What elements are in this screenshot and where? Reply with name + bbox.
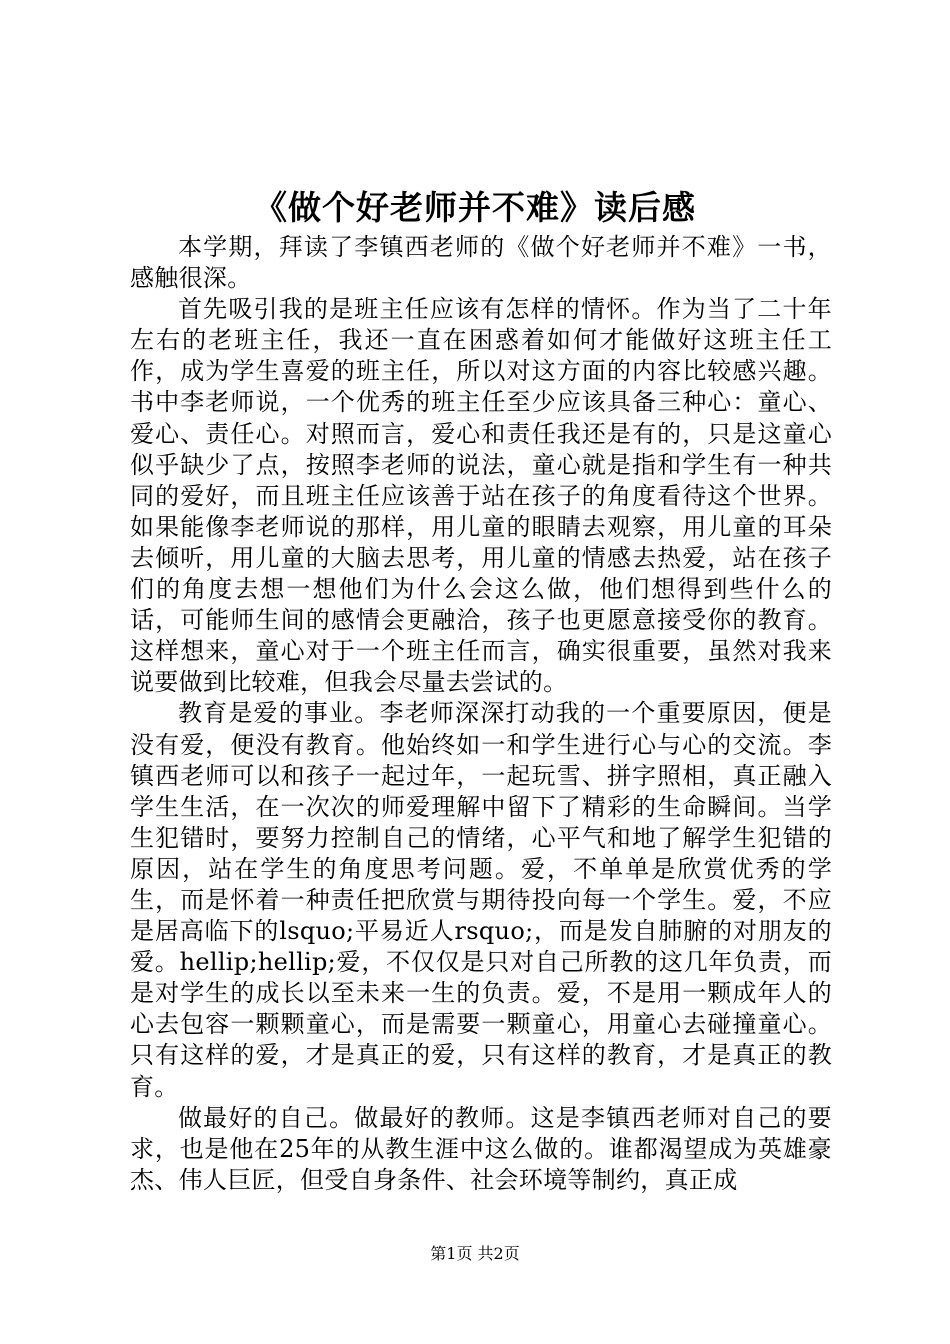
document-title: 《做个好老师并不难》读后感 bbox=[254, 188, 696, 227]
paragraph-2: 首先吸引我的是班主任应该有怎样的情怀。作为当了二十年左右的老班主任，我还一直在困惑着如何才能做好这班主任工作，成为学生喜爱的班主任，所以对这方面的内容比较感兴趣。书中李老师说，一个优秀的班主任至少应该具备三种心：童心、爱心、责任心。对照而言，爱心和责任我还是有的，只是这童心似乎缺少了点，按照李老师的说法，童心就是指和学生有一种共同的爱好，而且班主任应该善于站在孩子的角度看待这个世界。如果能像李老师说的那样，用儿童的眼睛去观察，用儿童的耳朵去倾听，用儿童的大脑去思考，用儿童的情感去热爱，站在孩子们的角度去想一想他们为什么会这么做，他们想得到些什么的话，可能师生间的感情会更融洽，孩子也更愿意接受你的教育。这样想来，童心对于一个班主任而言，确实很重要，虽然对我来说要做到比较难，但我会尽量去尝试的。 bbox=[130, 295, 832, 697]
paragraph-3: 教育是爱的事业。李老师深深打动我的一个重要原因，便是没有爱，便没有教育。他始终如一和学生进行心与心的交流。李镇西老师可以和孩子一起过年，一起玩雪、拼字照相，真正融入学生生活，在一次次的师爱理解中留下了精彩的生命瞬间。当学生犯错时，要努力控制自己的情绪，心平气和地了解学生犯错的原因，站在学生的角度思考问题。爱，不单单是欣赏优秀的学生，而是怀着一种责任把欣赏与期待投向每一个学生。爱，不应是居高临下的lsquo;平易近人rsquo;，而是发自肺腑的对朋友的爱。hellip;hellip;爱，不仅仅是只对自己所教的这几年负责，而是对学生的成长以至未来一生的负责。爱，不是用一颗成年人的心去包容一颗颗童心，而是需要一颗童心，用童心去碰撞童心。只有这样的爱，才是真正的爱，只有这样的教育，才是真正的教育。 bbox=[130, 699, 832, 1101]
document-body bbox=[130, 232, 832, 1196]
page-footer: 第1页 共2页 bbox=[430, 1244, 520, 1263]
paragraph-4: 做最好的自己。做最好的教师。这是李镇西老师对自己的要求，也是他在25年的从教生涯中这么做的。谁都渴望成为英雄豪杰、伟人巨匠，但受自身条件、社会环境等制约，真正成 bbox=[130, 1103, 832, 1194]
paragraph-1: 本学期，拜读了李镇西老师的《做个好老师并不难》一书，感触很深。 bbox=[130, 233, 832, 293]
